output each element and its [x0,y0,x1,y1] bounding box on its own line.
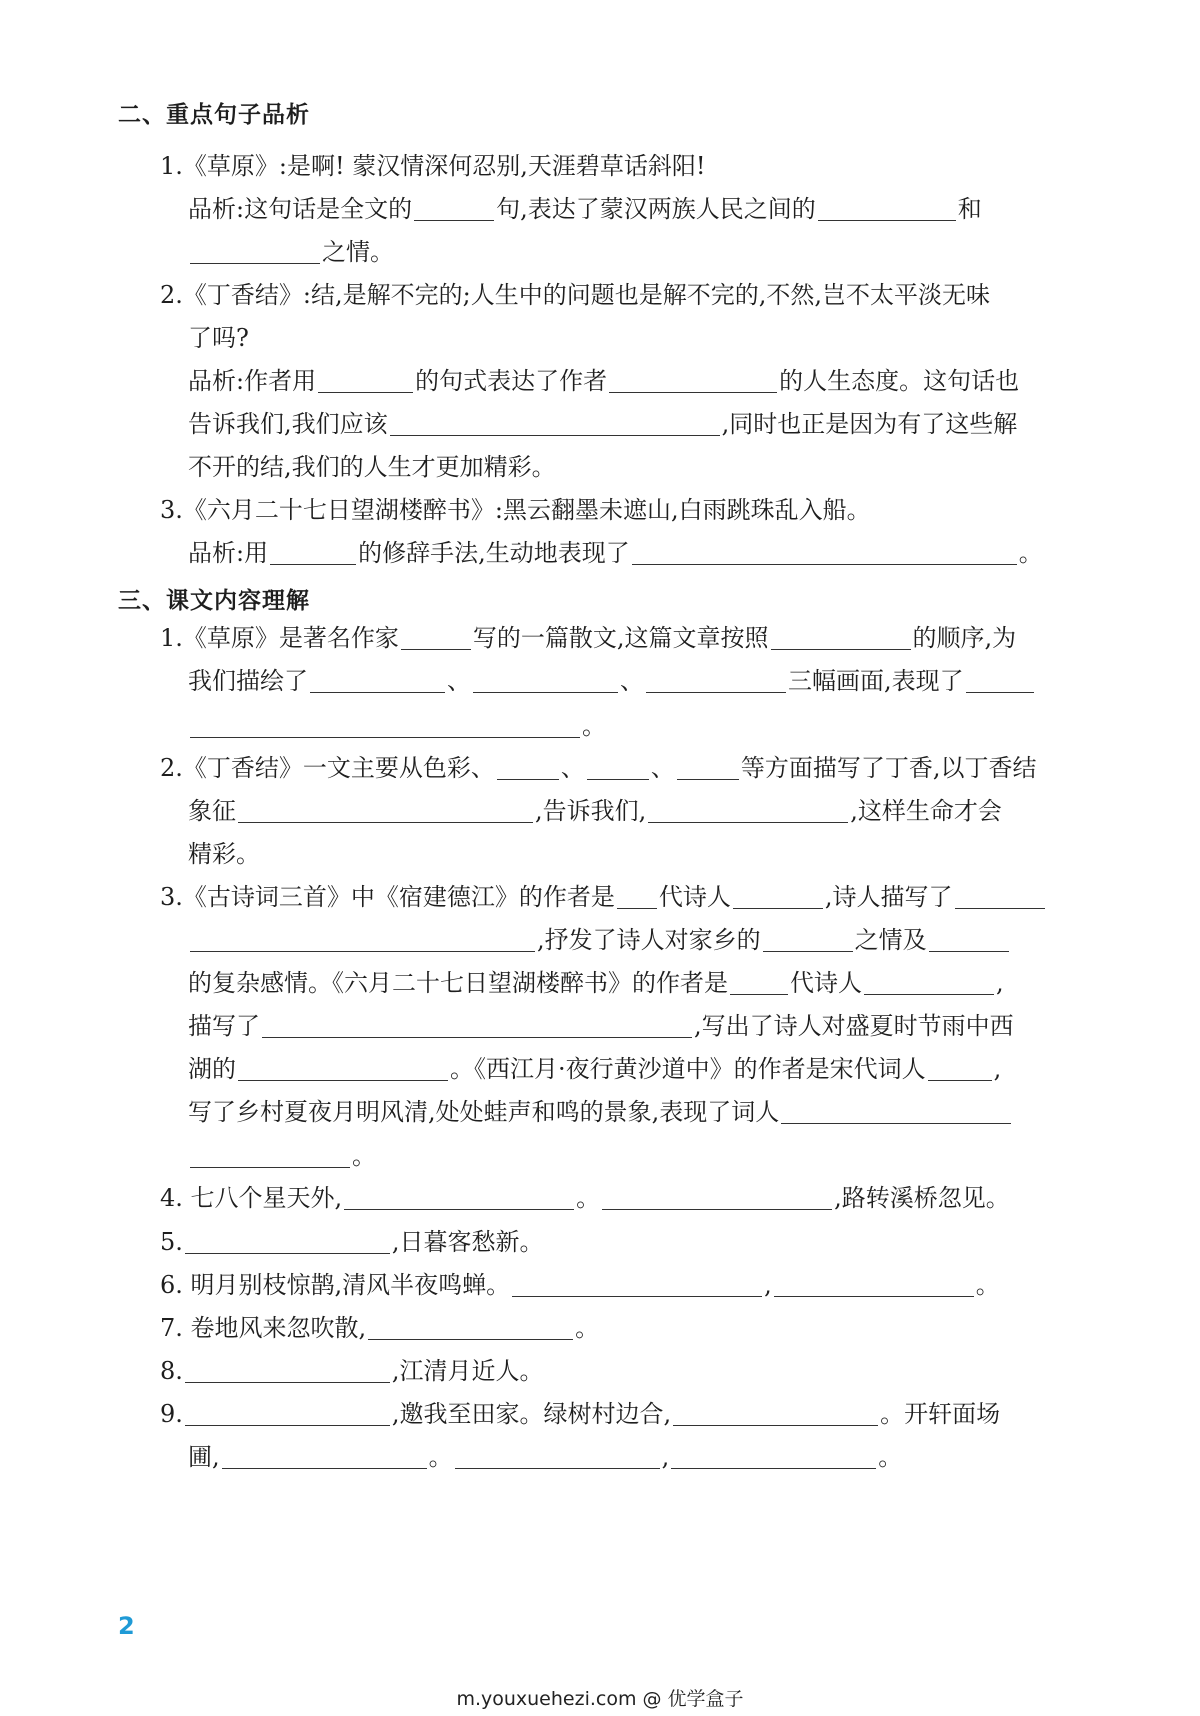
text: 的句式表达了作者 [415,367,608,395]
text: 象征 [188,797,236,825]
text: 。 [576,1184,601,1212]
s3-q5 [160,1226,544,1258]
s3-q8 [160,1355,544,1387]
blank[interactable] [190,1143,350,1168]
blank[interactable] [318,368,413,393]
text: ,邀我至田家。绿树村边合, [391,1400,672,1428]
blank[interactable] [390,411,720,436]
text: 6. 明月别枝惊鹊,清风半夜鸣蝉。 [160,1271,511,1299]
text: 。 [428,1443,453,1471]
text: 、 [650,754,675,782]
s2-q1-sentence: 1.《草原》:是啊! 蒙汉情深何忍别,天涯碧草话斜阳! [160,152,706,180]
blank[interactable] [185,1401,390,1426]
text: , [661,1443,670,1471]
text: 代诗人 [790,969,862,997]
s3-q6 [160,1269,1000,1301]
text: 等方面描写了丁香,以丁香结 [740,754,1037,782]
text: ,诗人描写了 [824,883,953,911]
blank[interactable] [190,713,580,738]
text: 和 [957,195,982,223]
blank[interactable] [414,196,494,221]
blank[interactable] [497,755,559,780]
blank[interactable] [818,196,956,221]
text: 、 [560,754,585,782]
text: 。开轩面场 [880,1400,1001,1428]
s3-q3-line3 [188,967,1004,999]
text: , [996,969,1004,997]
text: ,写出了诗人对盛夏时节雨中西 [694,1012,1014,1040]
s3-q3-line6 [188,1096,1013,1128]
blank[interactable] [238,1056,448,1081]
text: 三幅画面,表现了 [788,667,964,695]
blank[interactable] [648,798,848,823]
text: 。 [582,712,606,740]
text: 。 [352,1142,376,1170]
s3-q9-line1 [160,1398,1000,1430]
section-3-title: 三、课文内容理解 [118,588,310,614]
blank[interactable] [190,927,535,952]
blank[interactable] [602,1185,832,1210]
blank[interactable] [730,970,788,995]
blank[interactable] [368,1315,573,1340]
blank[interactable] [781,1099,1011,1124]
text: 的人生态度。这句话也 [779,367,1020,395]
text: 圃, [188,1443,220,1471]
text: 代诗人 [658,883,731,911]
blank[interactable] [673,1401,878,1426]
text: 之情。 [322,238,394,266]
s3-q1-line3 [188,710,606,742]
text: 句,表达了蒙汉两族人民之间的 [496,195,816,223]
text: 的复杂感情。《六月二十七日望湖楼醉书》的作者是 [188,969,728,997]
blank[interactable] [455,1444,660,1469]
text: 5. [160,1228,183,1256]
blank[interactable] [185,1229,390,1254]
blank[interactable] [310,668,445,693]
text: 。《西江月·夜行黄沙道中》的作者是宋代词人 [450,1055,926,1083]
text: 之情及 [854,926,927,954]
s3-q9-line2 [188,1441,902,1473]
text: 8. [160,1357,183,1385]
text: , [993,1055,1002,1083]
text: 7. 卷地风来忽吹散, [160,1314,367,1342]
blank[interactable] [955,884,1045,909]
blank[interactable] [190,239,320,264]
s3-q3-line2 [188,924,1011,956]
blank[interactable] [928,1056,992,1081]
blank[interactable] [473,668,618,693]
blank[interactable] [646,668,786,693]
blank[interactable] [733,884,823,909]
text: ,这样生命才会 [850,797,1002,825]
text: 1.《草原》是著名作家 [160,624,399,652]
s2-q3-sentence: 3.《六月二十七日望湖楼醉书》:黑云翻墨未遮山,白雨跳珠乱入船。 [160,496,871,524]
s3-q2-line1 [160,752,1037,784]
text: 。 [1018,539,1043,567]
blank[interactable] [771,625,911,650]
blank[interactable] [632,540,1017,565]
text: 告诉我们,我们应该 [188,410,388,438]
text: 写了乡村夏夜月明风清,处处蛙声和鸣的景象,表现了词人 [188,1098,780,1126]
s2-q2-sentence-cont: 了吗? [188,324,249,352]
text: 、 [447,667,471,695]
text: 的顺序,为 [912,624,1017,652]
blank[interactable] [512,1272,762,1297]
text: 品析:作者用 [188,367,317,395]
text: ,抒发了诗人对家乡的 [537,926,761,954]
s3-q3-line5 [188,1053,1001,1085]
blank[interactable] [677,755,739,780]
text: ,路转溪桥忽见。 [834,1184,1010,1212]
text: 品析:这句话是全文的 [188,195,413,223]
s2-q2-analysis [188,365,1019,397]
s3-q2-line2 [188,795,1002,827]
s3-q1-line2 [188,665,1036,697]
text: 写的一篇散文,这篇文章按照 [472,624,769,652]
blank[interactable] [671,1444,876,1469]
text: 。 [975,1271,1000,1299]
text: 的修辞手法,生动地表现了 [358,539,630,567]
blank[interactable] [270,540,356,565]
s2-q2-sentence: 2.《丁香结》:结,是解不完的;人生中的问题也是解不完的,不然,岂不太平淡无味 [160,281,990,309]
text: 品析:用 [188,539,269,567]
s3-q1-line1 [160,622,1016,654]
s3-q2-line3: 精彩。 [188,840,260,868]
text: ,日暮客愁新。 [391,1228,544,1256]
blank[interactable] [617,884,657,909]
blank[interactable] [774,1272,974,1297]
s2-q3-analysis [188,537,1043,569]
text: 、 [620,667,644,695]
s2-q1-analysis-cont [188,236,394,268]
s3-q7 [160,1312,599,1344]
text: ,江清月近人。 [391,1357,544,1385]
s3-q3-line1 [160,881,1047,913]
blank[interactable] [864,970,994,995]
blank[interactable] [262,1013,692,1038]
s2-q1-analysis [188,193,982,225]
blank[interactable] [609,368,777,393]
section-2-title: 二、重点句子品析 [118,102,310,128]
blank[interactable] [344,1185,574,1210]
blank[interactable] [401,625,471,650]
text: 描写了 [188,1012,260,1040]
s2-q2-analysis-end: 不开的结,我们的人生才更加精彩。 [188,453,556,481]
text: , [764,1271,772,1299]
s3-q3-line7 [188,1140,376,1172]
text: 2.《丁香结》一文主要从色彩、 [160,754,495,782]
blank[interactable] [763,927,853,952]
text: 。 [575,1314,600,1342]
text: ,同时也正是因为有了这些解 [721,410,1018,438]
blank[interactable] [966,668,1034,693]
text: 9. [160,1400,183,1428]
s2-q2-analysis-cont [188,408,1017,440]
text: 3.《古诗词三首》中《宿建德江》的作者是 [160,883,615,911]
text: ,告诉我们, [535,797,647,825]
text: 4. 七八个星天外, [160,1184,343,1212]
blank[interactable] [185,1358,390,1383]
text: 我们描绘了 [188,667,308,695]
page-number: 2 [118,1612,135,1640]
s3-q3-line4 [188,1010,1014,1042]
s3-q4 [160,1182,1010,1214]
blank[interactable] [238,798,533,823]
footer-watermark: m.youxuehezi.com @ 优学盒子 [456,1688,744,1710]
blank[interactable] [587,755,649,780]
text: 。 [878,1443,903,1471]
blank[interactable] [929,927,1009,952]
blank[interactable] [222,1444,427,1469]
text: 湖的 [188,1055,236,1083]
